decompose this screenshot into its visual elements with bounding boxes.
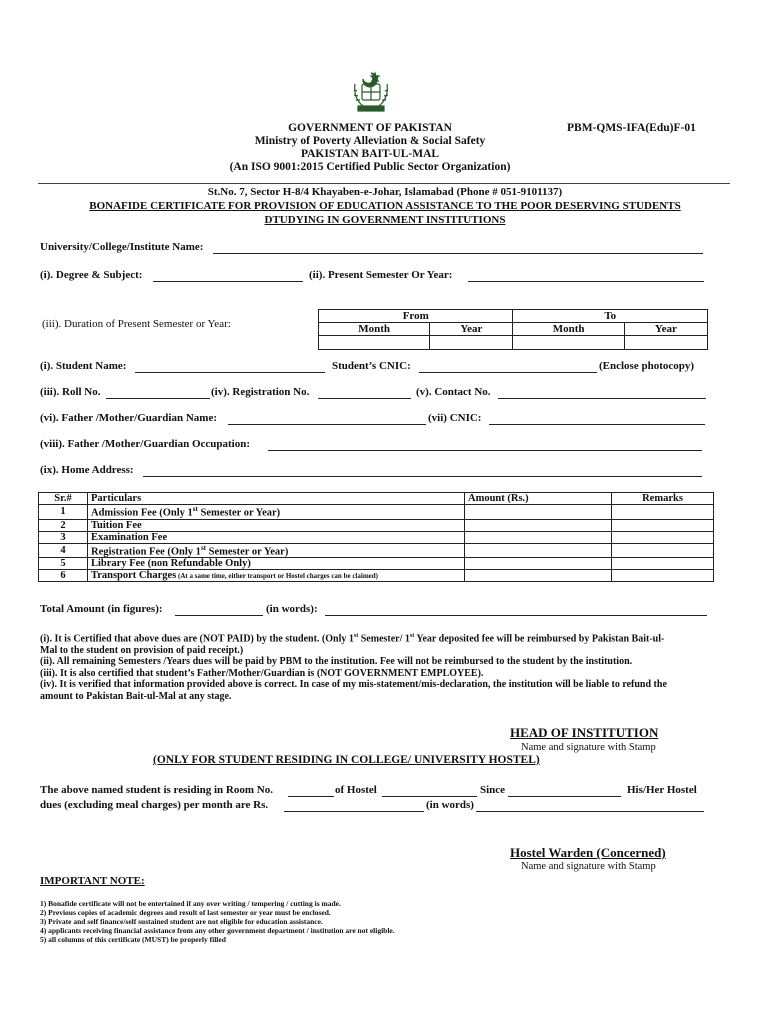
enclose-note: (Enclose photocopy) xyxy=(599,360,695,372)
guardian-cnic-input[interactable] xyxy=(489,424,705,425)
student-name-label: (i). Student Name: xyxy=(40,360,127,372)
duration-to-header: To xyxy=(513,310,708,323)
header-block xyxy=(210,122,530,174)
institute-label: University/College/Institute Name: xyxy=(40,241,204,253)
guardian-name-label: (vi). Father /Mother/Guardian Name: xyxy=(40,412,217,424)
hostel-since-label: Since xyxy=(480,784,506,796)
certify-line-4: (iii). It is also certified that student’s Father/Mother/Guardian is (NOT GOVERNMENT EMPLOYEE). xyxy=(40,667,484,679)
hostel-dues-label: dues (excluding meal charges) per month are Rs. xyxy=(40,799,269,811)
contact-label: (v). Contact No. xyxy=(416,386,491,398)
institute-input[interactable] xyxy=(213,253,703,254)
fee-particular: Examination Fee xyxy=(88,531,465,543)
to-year-input[interactable] xyxy=(624,336,707,350)
iso-line: (An ISO 9001:2015 Certified Public Sector Organization) xyxy=(229,161,511,173)
fee-sr: 2 xyxy=(39,519,88,531)
ministry-name: Ministry of Poverty Alleviation & Social Safety xyxy=(254,135,486,147)
certify-line-1: (i). It is Certified that above dues are (NOT PAID) by the student. (Only 1st Semester/ 1st Year deposited fee will be reimbursed by Pakistan Bait-ul- xyxy=(40,633,665,645)
hostel-room-label: The above named student is residing in Room No. xyxy=(40,784,273,796)
hostel-dues-input[interactable] xyxy=(284,811,424,812)
list-item: 2) Previous copies of academic degrees and result of last semester or year must be enclosed. xyxy=(40,908,331,917)
fee-header-remarks: Remarks xyxy=(612,493,714,505)
guardian-cnic-label: (vii) CNIC: xyxy=(428,412,482,424)
registration-input[interactable] xyxy=(318,398,411,399)
address-line: St.No. 7, Sector H-8/4 Khayaben-e-Johar, Islamabad (Phone # 051-9101137) xyxy=(207,186,563,198)
duration-from-header: From xyxy=(319,310,513,323)
total-figures-label: Total Amount (in figures): xyxy=(40,603,163,615)
head-of-institution-title: HEAD OF INSTITUTION xyxy=(510,725,659,740)
transport-note: (At a same time, either transport or Hostel charges can be claimed) xyxy=(176,572,378,580)
certificate-title-2: DTUDYING IN GOVERNMENT INSTITUTIONS xyxy=(264,214,506,226)
important-note-heading: IMPORTANT NOTE: xyxy=(40,875,145,887)
hostel-name-input[interactable] xyxy=(382,796,477,797)
hostel-warden-title: Hostel Warden (Concerned) xyxy=(510,845,666,860)
fee-remarks-input[interactable] xyxy=(612,543,714,558)
to-month-input[interactable] xyxy=(513,336,624,350)
fee-table xyxy=(38,492,714,582)
hostel-heading: (ONLY FOR STUDENT RESIDING IN COLLEGE/ UNIVERSITY HOSTEL) xyxy=(153,754,540,766)
fee-remarks-input[interactable] xyxy=(612,519,714,531)
from-month-input[interactable] xyxy=(319,336,430,350)
header-divider xyxy=(38,183,730,184)
certification-notes xyxy=(40,631,710,702)
table-row xyxy=(39,558,714,570)
list-item: 4) applicants receiving financial assistance from any other government department / institution are not eligible. xyxy=(40,926,395,935)
duration-table xyxy=(318,309,708,350)
guardian-name-input[interactable] xyxy=(228,424,426,425)
list-item: 5) all columns of this certificate (MUST) be properly filled xyxy=(40,935,226,944)
semester-input[interactable] xyxy=(468,281,704,282)
fee-amount-input[interactable] xyxy=(465,570,612,582)
table-row xyxy=(39,531,714,543)
state-emblem xyxy=(350,70,392,114)
fee-sr: 5 xyxy=(39,558,88,570)
table-row xyxy=(39,570,714,582)
fee-amount-input[interactable] xyxy=(465,519,612,531)
total-words-input[interactable] xyxy=(325,615,707,616)
duration-label: (iii). Duration of Present Semester or Year: xyxy=(42,318,231,330)
fee-sr: 4 xyxy=(39,543,88,558)
total-words-label: (in words): xyxy=(266,603,318,615)
hostel-of-label: of Hostel xyxy=(335,784,377,796)
table-row xyxy=(39,505,714,520)
fee-particular: Admission Fee (Only 1st Semester or Year) xyxy=(88,505,465,520)
roll-input[interactable] xyxy=(106,398,210,399)
fee-sr: 6 xyxy=(39,570,88,582)
hostel-his-her-label: His/Her Hostel xyxy=(627,784,697,796)
contact-input[interactable] xyxy=(498,398,706,399)
student-cnic-label: Student’s CNIC: xyxy=(332,360,411,372)
guardian-occupation-input[interactable] xyxy=(268,450,702,451)
from-year-header: Year xyxy=(430,323,513,336)
semester-label: (ii). Present Semester Or Year: xyxy=(309,269,453,281)
warden-signature-caption: Name and signature with Stamp xyxy=(521,861,656,872)
home-address-label: (ix). Home Address: xyxy=(40,464,134,476)
fee-header-particulars: Particulars xyxy=(88,493,465,505)
fee-remarks-input[interactable] xyxy=(612,531,714,543)
certify-line-6: amount to Pakistan Bait-ul-Mal at any stage. xyxy=(40,690,232,702)
registration-label: (iv). Registration No. xyxy=(211,386,310,398)
fee-sr: 3 xyxy=(39,531,88,543)
fee-amount-input[interactable] xyxy=(465,558,612,570)
total-figures-input[interactable] xyxy=(175,615,263,616)
fee-remarks-input[interactable] xyxy=(612,505,714,520)
guardian-occupation-label: (viii). Father /Mother/Guardian Occupation: xyxy=(40,438,251,450)
fee-amount-input[interactable] xyxy=(465,531,612,543)
fee-amount-input[interactable] xyxy=(465,543,612,558)
student-name-input[interactable] xyxy=(135,372,325,373)
table-row xyxy=(39,519,714,531)
hostel-since-input[interactable] xyxy=(508,796,621,797)
org-name: PAKISTAN BAIT-UL-MAL xyxy=(300,148,440,160)
certify-line-2: Mal to the student on provision of paid receipt.) xyxy=(40,644,244,656)
certify-line-5: (iv). It is verified that information provided above is correct. In case of my mis-statement/mis-declaration, the institution will be liable to refund the xyxy=(40,679,667,691)
list-item: 1) Bonafide certificate will not be entertained if any over writing / tempering / cutting is made. xyxy=(40,899,341,908)
hostel-words-input[interactable] xyxy=(476,811,704,812)
degree-label: (i). Degree & Subject: xyxy=(40,269,143,281)
degree-input[interactable] xyxy=(153,281,303,282)
home-address-input[interactable] xyxy=(143,476,702,477)
fee-particular: Transport Charges (At a same time, either transport or Hostel charges can be claimed) xyxy=(88,570,465,582)
gov-title: GOVERNMENT OF PAKISTAN xyxy=(288,122,452,134)
hostel-room-input[interactable] xyxy=(288,796,334,797)
to-month-header: Month xyxy=(513,323,624,336)
hostel-in-words-label: (in words) xyxy=(426,799,474,811)
fee-remarks-input[interactable] xyxy=(612,558,714,570)
fee-header-amount: Amount (Rs.) xyxy=(465,493,612,505)
table-row xyxy=(39,543,714,558)
list-item: 3) Private and self finance/self sustained student are not eligible for education assistance. xyxy=(40,917,323,926)
certify-line-3: (ii). All remaining Semesters /Years dues will be paid by PBM to the institution. Fee will not be reimbursed to the student by the institution. xyxy=(40,656,633,668)
important-notes-list xyxy=(40,899,600,944)
head-signature-caption: Name and signature with Stamp xyxy=(521,742,656,753)
fee-particular: Registration Fee (Only 1st Semester or Year) xyxy=(88,543,465,558)
fee-header-sr: Sr.# xyxy=(39,493,88,505)
from-year-input[interactable] xyxy=(430,336,513,350)
from-month-header: Month xyxy=(319,323,430,336)
fee-particular: Library Fee (non Refundable Only) xyxy=(88,558,465,570)
student-cnic-input[interactable] xyxy=(419,372,597,373)
roll-label: (iii). Roll No. xyxy=(40,386,101,398)
fee-sr: 1 xyxy=(39,505,88,520)
to-year-header: Year xyxy=(624,323,707,336)
fee-remarks-input[interactable] xyxy=(612,570,714,582)
certificate-title-1: BONAFIDE CERTIFICATE FOR PROVISION OF EDUCATION ASSISTANCE TO THE POOR DESERVING STUDENTS xyxy=(89,200,681,212)
fee-particular: Tuition Fee xyxy=(88,519,465,531)
form-code: PBM-QMS-IFA(Edu)F-01 xyxy=(567,122,696,134)
fee-amount-input[interactable] xyxy=(465,505,612,520)
